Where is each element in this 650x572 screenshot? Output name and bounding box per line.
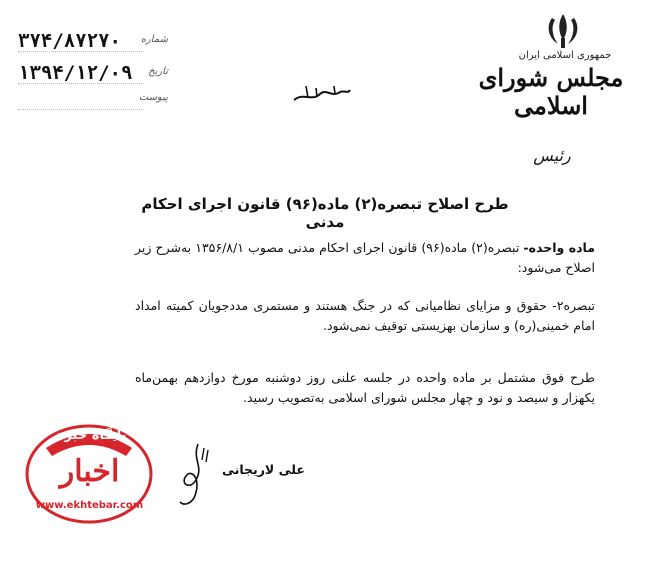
letter-date-label: تاریخ — [148, 66, 168, 77]
letter-date: ۱۳۹۴/۱۲/۰۹ — [18, 62, 133, 84]
letter-date-row — [18, 62, 168, 86]
calligraphy-icon — [290, 82, 352, 108]
dotted-line — [18, 109, 144, 110]
note-paragraph: تبصره۲- حقوق و مزایای نظامیانی که در جنگ هستند و مستمری مددجویان کمیته امداد امام خمینی(ره) و سازمان بهزیستی توقیف نمی‌شود. — [135, 298, 595, 333]
letter-number-label: شماره — [140, 34, 168, 45]
stamp-main-text: اخبار — [59, 454, 120, 489]
dotted-line — [18, 51, 144, 52]
letter-attachment-label: پیوست — [138, 92, 168, 103]
iran-emblem-icon — [528, 10, 598, 52]
office-title: رئیس — [533, 146, 571, 165]
republic-name: جمهوری اسلامی ایران — [518, 50, 612, 61]
letter-number-row — [18, 30, 168, 54]
article-paragraph — [135, 238, 595, 278]
stamp-url: www.ekhtebar.com — [35, 500, 144, 511]
bismillah-calligraphy — [290, 82, 352, 108]
document-title: طرح اصلاح تبصره(۲) ماده(۹۶) قانون اجرای احکام مدنی — [141, 195, 509, 231]
article-heading: ماده واحده- — [523, 240, 595, 255]
approval-paragraph: طرح فوق مشتمل بر ماده واحده در جلسه علنی روز دوشنبه مورخ دوازدهم بهمن‌ماه یکهزار و سیصد و نود و چهار مجلس شورای اسلامی به‌تصویب رسید. — [135, 370, 595, 405]
signer-name: علی لاریجانی — [222, 462, 305, 477]
signature-icon — [168, 440, 218, 510]
news-stamp — [22, 416, 157, 526]
article-text: تبصره(۲) ماده(۹۶) قانون اجرای احکام مدنی مصوب ۱۳۵۶/۸/۱ به‌شرح زیر اصلاح می‌شود: — [135, 240, 595, 275]
stamp-top-text: پایگاه خبری — [52, 428, 127, 443]
parliament-logotype: مجلس شورای اسلامی — [478, 63, 624, 120]
dotted-line — [18, 83, 144, 84]
letter-attachment-row — [18, 88, 168, 112]
letter-number: ۳۷۴/۸۷۲۷۰ — [18, 30, 121, 52]
